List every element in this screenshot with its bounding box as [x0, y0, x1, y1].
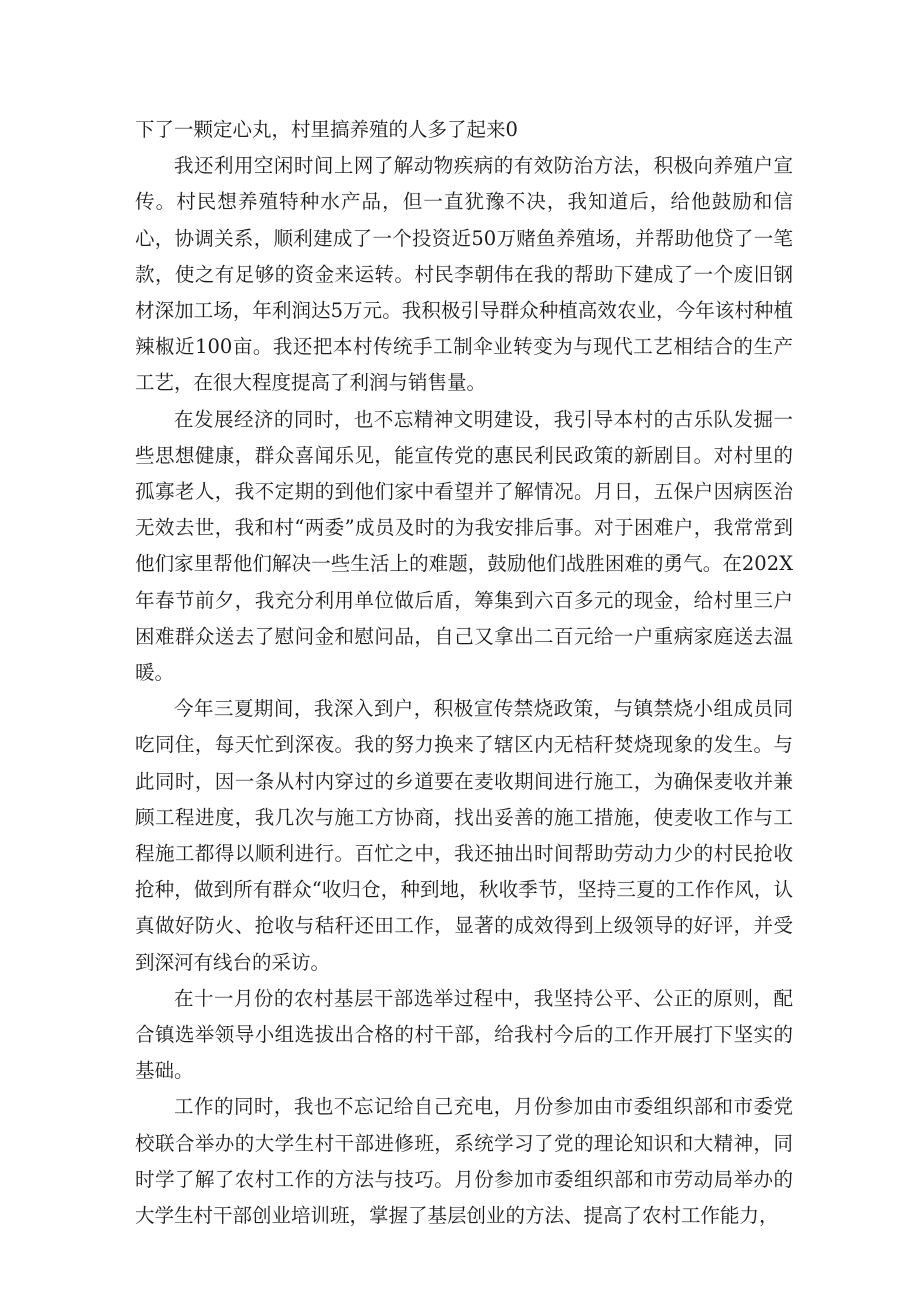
document-body — [135, 112, 793, 1234]
paragraph-self-study: 工作的同时，我也不忘记给自己充电，月份参加由市委组织部和市委党校联合举办的大学生村干部进修班，系统学习了党的理论知识和大精神，同时学了解了农村工作的方法与技巧。月份参加市委组织部和市劳动局举办的大学生村干部创业培训班，掌握了基层创业的方法、提高了农村工作能力， — [135, 1095, 793, 1228]
paragraph-election: 在十一月份的农村基层干部选举过程中，我坚持公平、公正的原则，配合镇选举领导小组选拔出合格的村干部，给我村今后的工作开展打下坚实的基础。 — [135, 986, 793, 1083]
paragraph-spiritual-civilization: 在发展经济的同时，也不忘精神文明建设，我引导本村的古乐队发掘一些思想健康，群众喜闻乐见，能宣传党的惠民利民政策的新剧目。对村里的孤寡老人，我不定期的到他们家中看望并了解情况。月日，五保户因病医治无效去世，我和村“两委”成员及时的为我安排后事。对于困难户，我常常到他们家里帮他们解决一些生活上的难题，鼓励他们战胜困难的勇气。在202X年春节前夕，我充分利用单位做后盾，筹集到六百多元的现金，给村里三户困难群众送去了慰问金和慰问品，自己又拿出二百元给一户重病家庭送去温暖。 — [135, 407, 793, 685]
paragraph-disease-prevention: 我还利用空闲时间上网了解动物疾病的有效防治方法，积极向养殖户宣传。村民想养殖特种水产品，但一直犹豫不决，我知道后，给他鼓励和信心，协调关系，顺利建成了一个投资近50万赌鱼养殖场，并帮助他贷了一笔款，使之有足够的资金来运转。村民李朝伟在我的帮助下建成了一个废旧钢材深加工场，年利润达5万元。我积极引导群众种植高效农业，今年该村种植辣椒近100亩。我还把本村传统手工制伞业转变为与现代工艺相结合的生产工艺，在很大程度提高了利润与销售量。 — [135, 154, 793, 395]
paragraph-summer-harvest: 今年三夏期间，我深入到户，积极宣传禁烧政策，与镇禁烧小组成员同吃同住，每天忙到深夜。我的努力换来了辖区内无桔秆焚烧现象的发生。与此同时，因一条从村内穿过的乡道要在麦收期间进行施工，为确保麦收并兼顾工程进度，我几次与施工方协商，找出妥善的施工措施，使麦收工作与工程施工都得以顺利进行。百忙之中，我还抽出时间帮助劳动力少的村民抢收抢种，做到所有群众“收归仓，种到地，秋收季节，坚持三夏的工作作风，认真做好防火、抢收与秸秆还田工作，显著的成效得到上级领导的好评，并受到深河有线台的采访。 — [135, 697, 793, 974]
paragraph-continuation: 下了一颗定心丸，村里搞养殖的人多了起来0 — [135, 118, 518, 141]
